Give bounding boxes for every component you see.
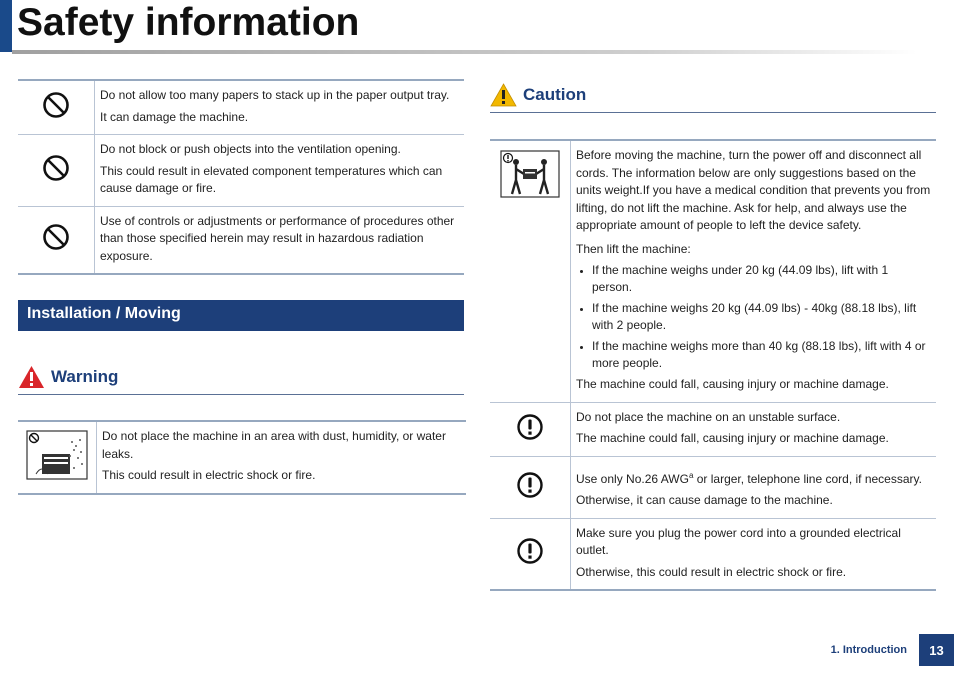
page-number-badge bbox=[919, 634, 954, 666]
consequence-text: This could result in elevated component temperatures which can cause damage or fire. bbox=[100, 163, 443, 195]
instruction-text: Do not block or push objects into the ventilation opening. bbox=[100, 142, 401, 156]
instruction-text: Do not place the machine on an unstable surface. bbox=[576, 409, 841, 424]
text-cell bbox=[571, 402, 937, 456]
icon-cell bbox=[490, 140, 571, 402]
footer-chapter-label: 1. Introduction bbox=[830, 644, 907, 656]
warning-triangle-icon bbox=[18, 365, 45, 389]
caution-triangle-icon bbox=[490, 83, 517, 107]
table-row bbox=[490, 140, 936, 402]
lift-then-text: Then lift the machine: bbox=[576, 241, 691, 256]
icon-cell bbox=[18, 421, 97, 494]
mandatory-exclamation-icon bbox=[516, 537, 544, 565]
table-row bbox=[490, 456, 936, 518]
two-person-lift-icon bbox=[500, 150, 560, 198]
awg-text-cont: or larger, telephone line cord, if necessary. bbox=[693, 471, 922, 486]
table-row bbox=[18, 135, 464, 207]
caution-heading bbox=[490, 83, 586, 107]
text-cell bbox=[571, 140, 937, 402]
section-header-band bbox=[18, 300, 464, 331]
page-title: Safety information bbox=[17, 1, 360, 44]
instruction-text: Do not allow too many papers to stack up in the paper output tray. bbox=[100, 88, 450, 102]
list-item: • If the machine weighs 20 kg (44.09 lbs) - 40kg (88.18 lbs), lift with 2 people. bbox=[592, 300, 931, 333]
table-row bbox=[18, 80, 464, 135]
table-row bbox=[18, 421, 466, 494]
caution-heading-rule bbox=[490, 112, 936, 113]
mandatory-exclamation-icon bbox=[516, 471, 544, 499]
caution-table bbox=[490, 139, 936, 591]
consequence-text: The machine could fall, causing injury or machine damage. bbox=[576, 377, 889, 391]
prohibited-icon bbox=[42, 223, 70, 251]
table-row bbox=[490, 518, 936, 590]
warning-heading bbox=[18, 365, 118, 389]
title-underline bbox=[12, 50, 917, 54]
list-item: • If the machine weighs under 20 kg (44.09 lbs), lift with 1 person. bbox=[592, 262, 931, 295]
warning-table bbox=[18, 420, 466, 495]
prohibition-table bbox=[18, 79, 464, 275]
warning-heading-label: Warning bbox=[51, 367, 119, 386]
mandatory-exclamation-icon bbox=[516, 413, 544, 441]
icon-cell bbox=[18, 80, 95, 135]
consequence-text: The machine could fall, causing injury or machine damage. bbox=[576, 431, 889, 445]
icon-cell bbox=[490, 456, 571, 518]
lift-intro-text: Before moving the machine, turn the power off and disconnect all cords. The information below are only suggestions based on the units weight.If you have a medical condition that prevents you from lifting, do not lift the machine. Ask for help, and always use the appropriate amount of people to left the device safety. bbox=[576, 148, 931, 232]
consequence-text: It can damage the machine. bbox=[100, 109, 249, 124]
lift-weight-list bbox=[576, 262, 931, 371]
text-cell bbox=[95, 135, 465, 207]
icon-cell bbox=[18, 206, 95, 274]
page-number: 13 bbox=[929, 642, 944, 658]
instruction-text: Make sure you plug the power cord into a grounded electrical outlet. bbox=[576, 525, 901, 557]
text-cell bbox=[95, 80, 465, 135]
table-row bbox=[490, 402, 936, 456]
icon-cell bbox=[490, 518, 571, 590]
section-title: Installation / Moving bbox=[27, 305, 181, 322]
text-cell bbox=[571, 456, 937, 518]
prohibited-icon bbox=[42, 91, 70, 119]
title-accent-bar bbox=[0, 0, 12, 52]
instruction-text bbox=[576, 467, 931, 489]
icon-cell bbox=[490, 402, 571, 456]
awg-text: Use only No.26 AWG bbox=[576, 471, 689, 486]
text-cell bbox=[97, 421, 467, 494]
caution-heading-label: Caution bbox=[523, 85, 587, 104]
instruction-text: Use of controls or adjustments or performance of procedures other than those specified herein may result in hazardous radiation exposure. bbox=[100, 213, 455, 263]
table-row bbox=[18, 206, 464, 274]
text-cell bbox=[571, 518, 937, 590]
icon-cell bbox=[18, 135, 95, 207]
consequence-text: Otherwise, this could result in electric shock or fire. bbox=[576, 564, 847, 579]
no-dust-humidity-icon bbox=[26, 430, 88, 480]
warning-heading-rule bbox=[18, 394, 464, 395]
consequence-text: Otherwise, it can cause damage to the machine. bbox=[576, 493, 833, 507]
consequence-text: This could result in electric shock or fire. bbox=[102, 468, 316, 482]
list-item: • If the machine weighs more than 40 kg (88.18 lbs), lift with 4 or more people. bbox=[592, 338, 931, 371]
instruction-text: Do not place the machine in an area with dust, humidity, or water leaks. bbox=[102, 429, 446, 461]
text-cell bbox=[95, 206, 465, 274]
footnote-marker: a bbox=[688, 470, 694, 480]
prohibited-icon bbox=[42, 154, 70, 182]
